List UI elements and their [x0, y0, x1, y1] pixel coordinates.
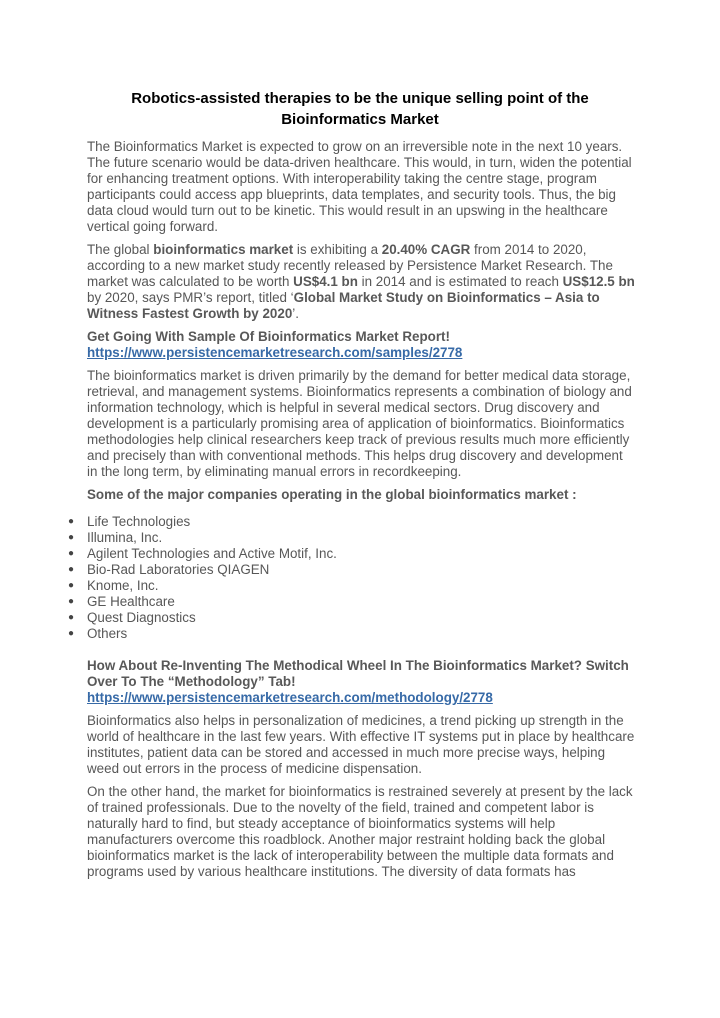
company-name: Knome, Inc.: [87, 578, 159, 593]
text-run: from 2014 to 2020, according to a new market study recently released by Persistence Market Research. The market was calculated to be worth: [87, 242, 613, 289]
bullet-icon: ●: [67, 532, 75, 543]
title-line-1: Robotics-assisted therapies to be the unique selling point of the: [131, 90, 589, 107]
bold-cagr: 20.40% CAGR: [381, 242, 471, 257]
bold-market-name: bioinformatics market: [153, 242, 294, 257]
intro-paragraph: The Bioinformatics Market is expected to grow on an irreversible note in the next 10 years. The future scenario would be data-driven healthcare. This would, in turn, widen the potential for enhancing treatment options. With interoperability taking the centre stage, program participants could access app blueprints, data templates, and security tools. Thus, the big data cloud would turn out to be kinetic. This would result in an upswing in the healthcare vertical going forward.: [87, 139, 632, 234]
company-list-item: [65, 626, 635, 642]
document-page: [67, 88, 635, 887]
bold-value-2020: US$12.5 bn: [562, 274, 635, 289]
text-run: is exhibiting a: [293, 242, 382, 257]
company-list-item: [65, 514, 635, 530]
company-name: Bio-Rad Laboratories QIAGEN: [87, 562, 270, 577]
companies-heading: Some of the major companies operating in the global bioinformatics market :: [87, 487, 577, 502]
bold-value-2014: US$4.1 bn: [293, 274, 358, 289]
text-run: in 2014 and is estimated to reach: [357, 274, 563, 289]
bullet-icon: ●: [67, 564, 75, 575]
company-list-item: [65, 578, 635, 594]
bullet-icon: ●: [67, 628, 75, 639]
companies-list: [65, 514, 635, 642]
document-title: [86, 88, 634, 130]
market-figures-paragraph: [87, 242, 635, 322]
bullet-icon: ●: [67, 596, 75, 607]
bold-report-title: Global Market Study on Bioinformatics – Asia to Witness Fastest Growth by 2020: [87, 290, 600, 321]
company-list-item: [65, 610, 635, 626]
company-name: Illumina, Inc.: [87, 530, 163, 545]
sample-link[interactable]: https://www.persistencemarketresearch.com/samples/2778: [87, 345, 463, 360]
sample-callout: [87, 329, 635, 361]
sample-callout-label: Get Going With Sample Of Bioinformatics Market Report!: [87, 329, 450, 344]
bullet-icon: ●: [67, 516, 75, 527]
company-list-item: [65, 594, 635, 610]
personalization-paragraph: Bioinformatics also helps in personalization of medicines, a trend picking up strength in the world of healthcare in the last few years. With effective IT systems put in place by healthcare institutes, patient data can be stored and accessed in much more precise ways, helping weed out errors in the process of medicine dispensation.: [87, 713, 635, 776]
text-run: The global: [87, 242, 154, 257]
methodology-link[interactable]: https://www.persistencemarketresearch.com/methodology/2778: [87, 690, 493, 705]
methodology-callout: [87, 658, 635, 706]
company-list-item: [65, 562, 635, 578]
text-run: ’.: [292, 306, 299, 321]
company-name: Agilent Technologies and Active Motif, Inc.: [87, 546, 337, 561]
company-list-item: [65, 530, 635, 546]
bullet-icon: ●: [67, 612, 75, 623]
methodology-callout-label: How About Re-Inventing The Methodical Wheel In The Bioinformatics Market? Switch Over To The “Methodology” Tab!: [87, 658, 629, 689]
bullet-icon: ●: [67, 580, 75, 591]
restraints-paragraph: On the other hand, the market for bioinformatics is restrained severely at present by the lack of trained professionals. Due to the novelty of the field, trained and competent labor is naturally hard to find, but steady acceptance of bioinformatics systems will help manufacturers overcome this roadblock. Another major restraint holding back the global bioinformatics market is the lack of interoperability between the multiple data formats and programs used by various healthcare institutions. The diversity of data formats has: [87, 784, 633, 879]
company-name: Life Technologies: [87, 514, 191, 529]
drivers-paragraph: The bioinformatics market is driven primarily by the demand for better medical data storage, retrieval, and management systems. Bioinformatics represents a combination of biology and information technology, which is helpful in several medical sectors. Drug discovery and development is a particularly promising area of application of bioinformatics. Bioinformatics methodologies help clinical researchers keep track of previous results much more efficiently and precisely than with conventional methods. This helps drug discovery and development in the long term, by eliminating manual errors in recordkeeping.: [87, 368, 632, 479]
company-name: Others: [87, 626, 128, 641]
text-run: by 2020, says PMR’s report, titled ‘: [87, 290, 294, 305]
title-line-2: Bioinformatics Market: [281, 111, 439, 128]
company-name: Quest Diagnostics: [87, 610, 196, 625]
company-name: GE Healthcare: [87, 594, 175, 609]
company-list-item: [65, 546, 635, 562]
bullet-icon: ●: [67, 548, 75, 559]
